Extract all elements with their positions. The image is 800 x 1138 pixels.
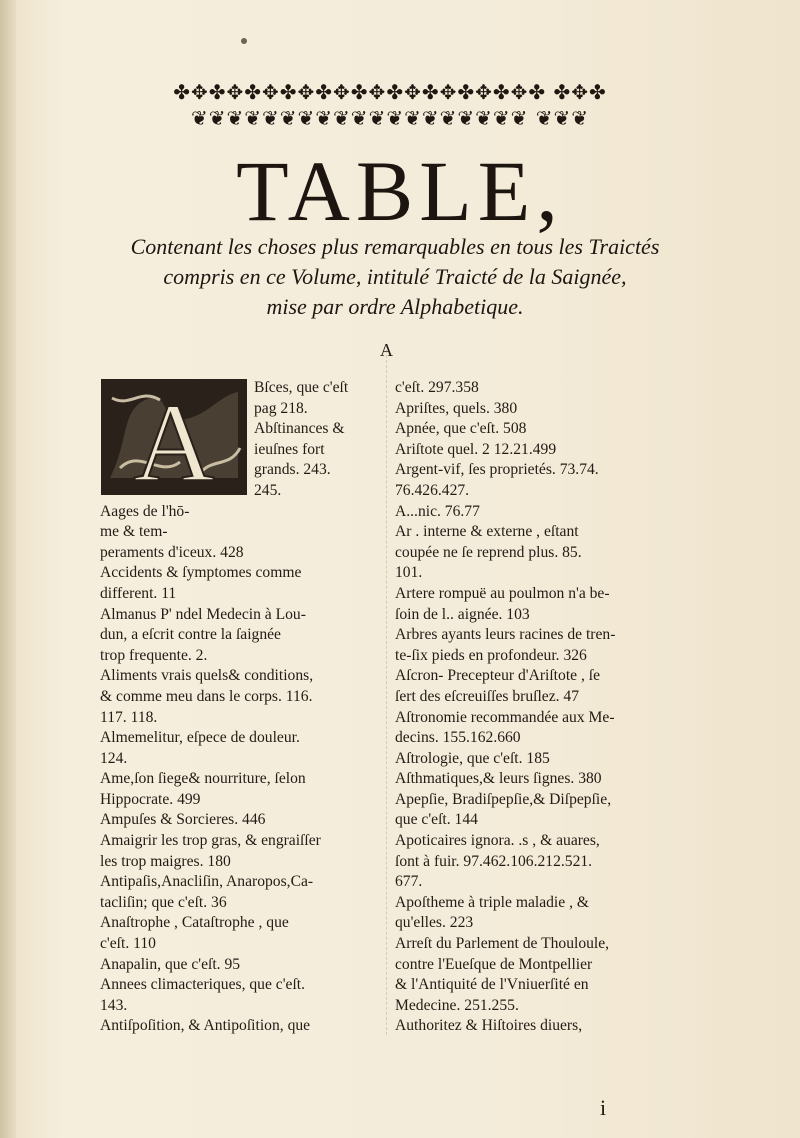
right-index-entry: Artere rompuë au poulmon n'a be-: [395, 584, 610, 602]
ornament-row-bottom: ❦❦❦❦❦❦❦❦❦❦❦❦❦❦❦❦❦❦❦ ❦❦❦: [190, 106, 590, 130]
right-index-entry: Aſthmatiques,& leurs ſignes. 380: [395, 770, 602, 788]
right-index-entry: Argent-vif, ſes proprietés. 73.74.: [395, 461, 599, 479]
left-index-entry: Almanus P' ndel Medecin à Lou-: [100, 605, 306, 623]
left-index-entry: Almemelitur, eſpece de douleur.: [100, 729, 300, 747]
right-index-entry: Apoticaires ignora. .s , & auares,: [395, 832, 600, 850]
left-index-entry: Amaigrir les trop gras, & engraiſſer: [100, 832, 321, 850]
subtitle: [100, 232, 690, 322]
left-index-entry: dun, a eſcrit contre la ſaignée: [100, 626, 281, 644]
right-index-entry: Apepſie, Bradiſpepſie,& Diſpepſie,: [395, 790, 612, 808]
right-index-entry: c'eſt. 297.358: [395, 379, 479, 396]
left-index-entry: Antipaſis,Anacliſin, Anaropos,Ca-: [100, 873, 314, 891]
right-index-entry: decins. 155.162.660: [395, 729, 521, 747]
right-index-entry: Arbres ayants leurs racines de tren-: [395, 626, 616, 644]
left-index-entry: trop frequente. 2.: [100, 646, 208, 664]
left-index-entry: Antiſpoſition, & Antipoſition, que: [100, 1017, 311, 1035]
left-index-entry: 143.: [100, 996, 128, 1014]
ornamental-border: [100, 80, 680, 130]
left-index-entry: 117. 118.: [100, 708, 158, 726]
right-index-entry: ſert des eſcreuiſſes bruſlez. 47: [395, 687, 580, 705]
right-index-entry: Apoſtheme à triple maladie , &: [395, 893, 589, 911]
left-index-entry: c'eſt. 110: [100, 935, 156, 953]
right-index-entry: A...nic. 76.77: [395, 502, 480, 520]
left-index-entry: different. 11: [100, 584, 177, 602]
left-index-entry: & comme meu dans le corps. 116.: [100, 687, 313, 705]
ink-spot: [241, 38, 247, 44]
left-index-entry: Bſces, que c'eſt: [254, 379, 349, 396]
section-letter: A: [380, 340, 393, 360]
right-index-entry: Ar . interne & externe , eſtant: [395, 523, 579, 541]
right-index-entry: contre l'Eueſque de Montpellier: [395, 955, 593, 973]
left-index-entry: Ampuſes & Sorcieres. 446: [100, 811, 266, 829]
left-index-entry: Annees climacteriques, que c'eſt.: [100, 976, 306, 994]
ornament-row-top: ✤✥✤✥✤✥✤✥✤✥✤✥✤✥✤✥✤✥✤✥✤ ✤✥✤: [173, 80, 607, 104]
left-column: [100, 378, 376, 1037]
left-index-entry: Abſtinances &: [254, 420, 345, 438]
right-index-entry: & l'Antiquité de l'Vniuerſité en: [395, 976, 589, 994]
right-index-entry: Authoritez & Hiſtoires diuers,: [395, 1017, 583, 1035]
left-index-entry: me & tem-: [100, 523, 168, 541]
left-index-entry: ieuſnes fort: [254, 440, 325, 458]
left-index-entry: grands. 243.: [254, 461, 331, 479]
right-index-entry: ſont à fuir. 97.462.106.212.521.: [395, 852, 593, 870]
left-index-entry: tacliſin; que c'eſt. 36: [100, 893, 227, 911]
left-index-entry: peraments d'iceux. 428: [100, 543, 244, 561]
right-index-entry: Apnée, que c'eſt. 508: [395, 420, 527, 438]
left-index-entry: Ame,ſon ſiege& nourriture, ſelon: [100, 770, 306, 788]
left-index-entry: Hippocrate. 499: [100, 790, 201, 808]
subtitle-line-3: mise par ordre Alphabetique.: [266, 294, 524, 319]
left-index-entry: Anapalin, que c'eſt. 95: [100, 955, 241, 973]
left-index-entry: les trop maigres. 180: [100, 852, 231, 870]
right-index-entry: qu'elles. 223: [395, 914, 474, 932]
left-index-entry: 124.: [100, 749, 128, 767]
right-index-entry: Apriſtes, quels. 380: [395, 399, 518, 417]
right-index-entry: Aſtronomie recommandée aux Me-: [395, 708, 615, 726]
right-index-entry: que c'eſt. 144: [395, 811, 478, 829]
right-index-entry: 76.426.427.: [395, 481, 470, 499]
right-index-entry: 677.: [395, 873, 423, 891]
left-index-entry: pag 218.: [254, 399, 308, 417]
column-divider: [386, 345, 388, 1035]
right-index-entry: 101.: [395, 564, 423, 582]
left-index-entry: Accidents & ſymptomes comme: [100, 564, 302, 582]
left-index-entry: Anaſtrophe , Cataſtrophe , que: [100, 914, 289, 932]
left-index-entry: 245.: [254, 481, 282, 499]
right-index-entry: ſoin de l.. aignée. 103: [395, 605, 530, 623]
subtitle-line-2: compris en ce Volume, intitulé Traicté de la Saignée,: [163, 264, 627, 289]
left-index-entry: Aages de l'hō-: [100, 502, 190, 520]
right-column: [395, 378, 681, 1037]
right-index-entry: Aſtrologie, que c'eſt. 185: [395, 749, 550, 767]
page-title: TABLE,: [236, 143, 564, 239]
left-index-entry: Aliments vrais quels& conditions,: [100, 667, 314, 685]
right-index-entry: Medecine. 251.255.: [395, 996, 519, 1014]
right-index-entry: coupée ne ſe reprend plus. 85.: [395, 543, 582, 561]
subtitle-line-1: Contenant les choses plus remarquables en tous les Traictés: [130, 234, 660, 259]
drop-cap-ornament-icon: [100, 378, 248, 496]
right-index-entry: Arreſt du Parlement de Thouloule,: [395, 935, 610, 953]
right-index-entry: Ariſtote quel. 2 12.21.499: [395, 440, 557, 458]
drop-cap-letter: A: [133, 381, 215, 496]
right-index-entry: Aſcron- Precepteur d'Ariſtote , ſe: [395, 667, 601, 685]
signature-mark: i: [600, 1095, 607, 1120]
right-index-entry: te-ſix pieds en profondeur. 326: [395, 646, 587, 664]
